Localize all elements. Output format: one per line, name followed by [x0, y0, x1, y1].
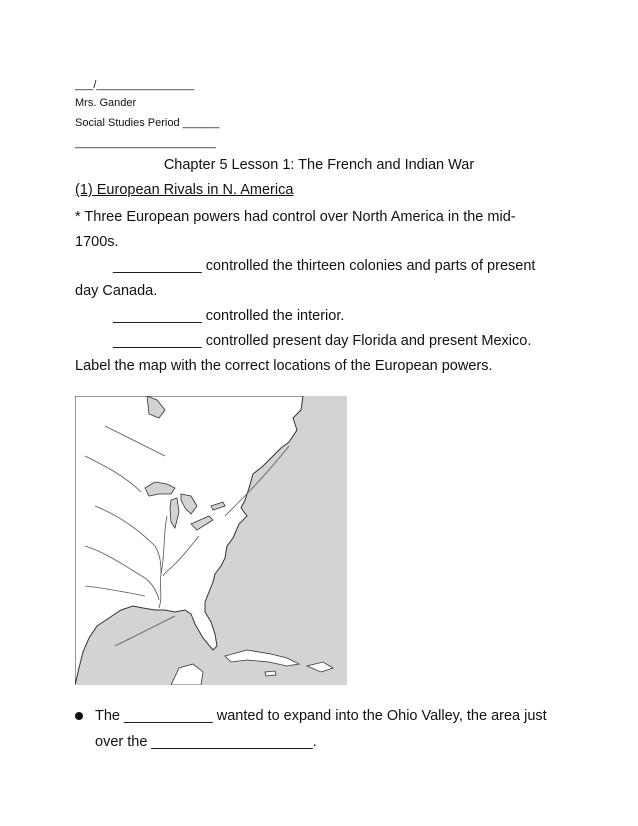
- outline-map: [75, 396, 347, 685]
- fill-blank-1-line-1: ___________ controlled the thirteen colonies and parts of present: [113, 258, 536, 274]
- name-line: _______________________: [75, 137, 216, 149]
- page-title: Chapter 5 Lesson 1: The French and Indian War: [163, 157, 475, 173]
- date-line: ___/________________: [75, 79, 195, 91]
- instruction: Label the map with the correct locations of the European powers.: [75, 358, 493, 374]
- section-heading: (1) European Rivals in N. America: [75, 182, 294, 198]
- bullet-line-1: The ___________ wanted to expand into the Ohio Valley, the area just: [95, 708, 547, 724]
- bullet-line-2: over the ____________________.: [95, 734, 317, 750]
- jamaica: [265, 671, 276, 676]
- intro-line-1: * Three European powers had control over North America in the mid-: [75, 209, 516, 225]
- bullet-icon: [75, 712, 83, 720]
- class-period: Social Studies Period ______: [75, 117, 220, 129]
- fill-blank-1-line-2: day Canada.: [75, 283, 158, 299]
- intro-line-2: 1700s.: [75, 234, 119, 250]
- fill-blank-2: ___________ controlled the interior.: [113, 308, 345, 324]
- teacher-name: Mrs. Gander: [75, 97, 137, 109]
- fill-blank-3: ___________ controlled present day Florida and present Mexico.: [113, 333, 532, 349]
